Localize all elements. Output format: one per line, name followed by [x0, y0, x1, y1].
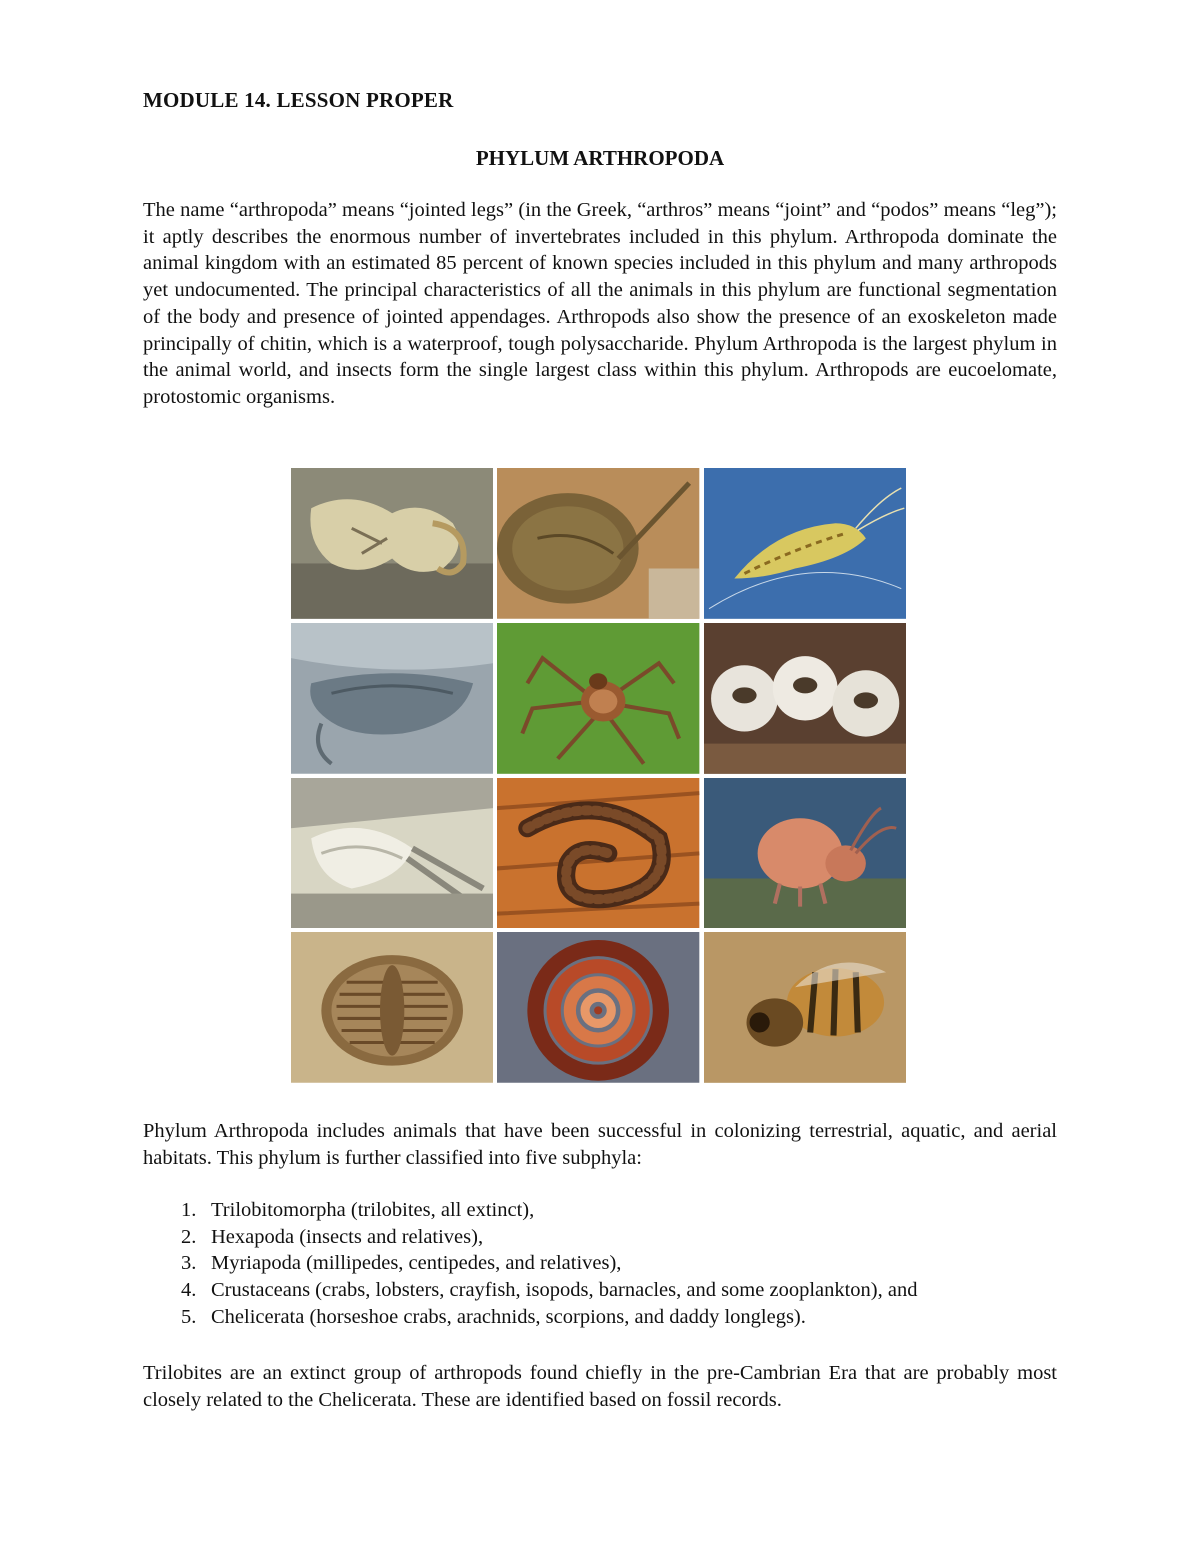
arthropod-photo-collage	[291, 468, 906, 1083]
list-text: Chelicerata (horseshoe crabs, arachnids, scorpions, and daddy longlegs).	[211, 1305, 806, 1328]
horseshoe-crab-photo	[497, 468, 699, 619]
habitat-paragraph: Phylum Arthropoda includes animals that have been successful in colonizing terrestrial, aquatic, and aerial habitats. This phylum is further classified into five subphyla:	[143, 1120, 1057, 1169]
list-item	[143, 1304, 1057, 1331]
list-text: Myriapoda (millipedes, centipedes, and relatives),	[211, 1252, 622, 1275]
spider-photo	[497, 623, 699, 774]
list-text: Crustaceans (crabs, lobsters, crayfish, isopods, barnacles, and some zooplankton), and	[211, 1279, 918, 1302]
module-title: MODULE 14. LESSON PROPER	[143, 88, 454, 112]
centipede-photo	[497, 778, 699, 929]
list-item	[143, 1197, 1057, 1224]
list-number: 5.	[181, 1305, 197, 1328]
intro-paragraph: The name “arthropoda” means “jointed legs” (in the Greek, “arthros” means “joint” and “podos” means “leg”); it aptly describes the enormous number of invertebrates included in this phylum. Arthropoda dominate the animal kingdom with an estimated 85 percent of known species included in this phylum and many arthropods yet undocumented. The principal characteristics of all the animals in this phylum are functional segmentation of the body and presence of jointed appendages. Arthropods also show the presence of an exoskeleton made principally of chitin, which is a waterproof, tough polysaccharide. Phylum Arthropoda is the largest phylum in the animal world, and insects form the single largest class within this phylum. Arthropods are eucoelomate, protostomic organisms.	[143, 199, 1057, 408]
barnacles-photo	[704, 623, 906, 774]
millipede-photo	[497, 932, 699, 1083]
fossil-lobster-photo	[291, 778, 493, 929]
list-item	[143, 1224, 1057, 1251]
fossil-eurypterid-photo	[291, 468, 493, 619]
list-text: Hexapoda (insects and relatives),	[211, 1225, 484, 1248]
list-text: Trilobitomorpha (trilobites, all extinct),	[211, 1199, 535, 1221]
trilobite-paragraph: Trilobites are an extinct group of arthropods found chiefly in the pre-Cambrian Era that are probably most closely related to the Chelicerata. These are identified based on fossil records.	[143, 1362, 1057, 1411]
list-item	[143, 1277, 1057, 1304]
list-number: 3.	[181, 1252, 197, 1275]
honeybee-photo	[704, 932, 906, 1083]
springtail-photo	[704, 778, 906, 929]
list-number: 1.	[181, 1199, 197, 1221]
shrimp-photo	[704, 468, 906, 619]
trilobite-fossil-photo	[291, 932, 493, 1083]
list-number: 2.	[181, 1225, 197, 1248]
subphyla-list	[143, 1197, 1057, 1331]
fossil-arthropod-photo	[291, 623, 493, 774]
phylum-title: PHYLUM ARTHROPODA	[475, 146, 725, 170]
list-number: 4.	[181, 1279, 197, 1302]
list-item	[143, 1250, 1057, 1277]
